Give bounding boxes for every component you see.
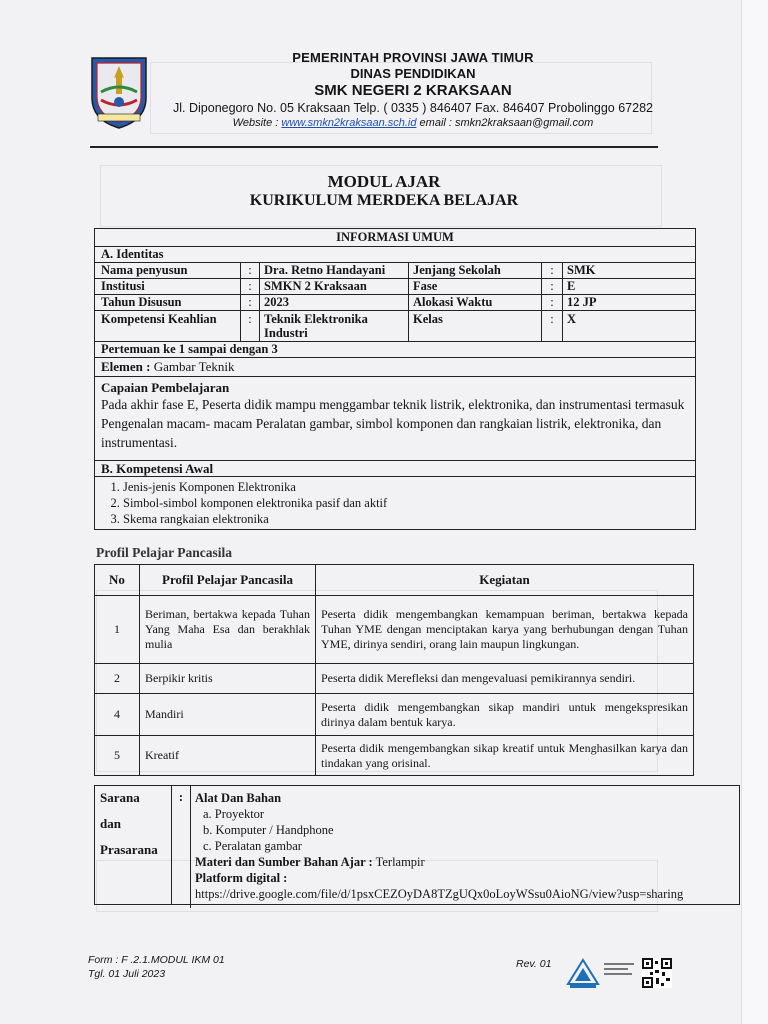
footer-revision: Rev. 01 bbox=[516, 958, 552, 970]
elemen-value: Gambar Teknik bbox=[153, 359, 235, 374]
row-kegiatan: Peserta didik Merefleksi dan mengevaluasi pemikirannya sendiri. bbox=[316, 664, 694, 694]
identity-row bbox=[95, 311, 695, 342]
column-header-kegiatan: Kegiatan bbox=[316, 565, 694, 596]
elemen-row bbox=[95, 358, 695, 377]
identity-label: Nama penyusun bbox=[101, 263, 188, 277]
identity-label-2: Alokasi Waktu bbox=[408, 295, 541, 310]
profil-section-title: Profil Pelajar Pancasila bbox=[96, 545, 232, 560]
sarana-label-line: Sarana bbox=[100, 790, 140, 805]
website-link[interactable]: www.smkn2kraksaan.sch.id bbox=[281, 117, 417, 129]
header-school-name: SMK NEGERI 2 KRAKSAAN bbox=[314, 82, 512, 99]
kompetensi-list bbox=[95, 477, 695, 529]
capaian-section bbox=[95, 377, 695, 461]
alat-item: a. Proyektor bbox=[203, 807, 265, 821]
column-header-no: No bbox=[95, 565, 140, 596]
profil-table bbox=[94, 564, 694, 776]
table-row bbox=[95, 694, 694, 736]
identity-value: 2023 bbox=[259, 295, 408, 310]
materi-label: Materi dan Sumber Bahan Ajar : bbox=[195, 855, 373, 869]
identity-colon-2: : bbox=[541, 279, 562, 294]
identity-colon: : bbox=[240, 263, 259, 278]
row-kegiatan: Peserta didik mengembangkan kemampuan beriman, bertakwa kepada Tuhan YME dengan menciptakan karya yang berhubungan dengan Tuhan YME, dirinya sendiri, orang lain maupun lingkungan. bbox=[316, 596, 694, 664]
identity-value: Dra. Retno Handayani bbox=[259, 263, 408, 278]
alat-title: Alat Dan Bahan bbox=[195, 791, 282, 805]
row-profil: Berpikir kritis bbox=[140, 664, 316, 694]
alat-item: b. Komputer / Handphone bbox=[203, 823, 334, 837]
platform-link[interactable]: https://drive.google.com/file/d/1psxCEZOyDA8TZgUQx0oLoyWSsu0AioNG/view?usp=sharing bbox=[195, 887, 684, 901]
platform-label: Platform digital : bbox=[195, 871, 288, 885]
kompetensi-title: B. Kompetensi Awal bbox=[95, 461, 695, 477]
list-item: 3. Skema rangkaian elektronika bbox=[123, 511, 695, 527]
email-value: smkn2kraksaan@gmail.com bbox=[455, 117, 594, 129]
identity-value-2: X bbox=[562, 311, 696, 342]
column-header-profil: Profil Pelajar Pancasila bbox=[140, 565, 316, 596]
east-java-crest-logo bbox=[88, 54, 150, 130]
header-contact bbox=[158, 117, 668, 129]
capaian-title: Capaian Pembelajaran bbox=[101, 380, 230, 395]
capaian-text: Pada akhir fase E, Peserta didik mampu menggambar teknik listrik, elektronika, dan instrumentasi termasuk Pengenalan macam- macam Peralatan gambar, simbol komponen dan rangkaian listrik, elektronika, dan instrumentasi. bbox=[101, 397, 685, 450]
sarana-table bbox=[94, 785, 740, 905]
elemen-label: Elemen : bbox=[101, 359, 151, 374]
identity-colon-2: : bbox=[541, 295, 562, 310]
list-item: 1. Jenis-jenis Komponen Elektronika bbox=[123, 479, 695, 495]
footer-date: Tgl. 01 Juli 2023 bbox=[88, 968, 166, 980]
table-row bbox=[95, 736, 694, 776]
identity-value-2: 12 JP bbox=[562, 295, 696, 310]
curriculum-title: KURIKULUM MERDEKA BELAJAR bbox=[249, 192, 519, 209]
letterhead bbox=[88, 50, 668, 150]
sarana-label-line: dan bbox=[100, 816, 121, 831]
row-kegiatan: Peserta didik mengembangkan sikap kreatif untuk Menghasilkan karya dan tindakan yang orisinal. bbox=[316, 736, 694, 776]
row-no: 1 bbox=[95, 596, 140, 664]
identity-colon: : bbox=[240, 279, 259, 294]
materi-row bbox=[195, 854, 735, 870]
identity-row bbox=[95, 279, 695, 295]
identity-value-2: E bbox=[562, 279, 696, 294]
letterhead-divider bbox=[90, 146, 658, 148]
sarana-label-line: Prasarana bbox=[100, 842, 158, 857]
identity-label-2: Kelas bbox=[408, 311, 541, 342]
identity-colon: : bbox=[240, 311, 259, 342]
certification-logo bbox=[566, 958, 600, 988]
info-heading: INFORMASI UMUM bbox=[95, 229, 695, 247]
row-no: 2 bbox=[95, 664, 140, 694]
header-department: DINAS PENDIDIKAN bbox=[350, 66, 476, 81]
identity-colon-2: : bbox=[541, 311, 562, 342]
kompetensi-section bbox=[95, 461, 695, 529]
row-no: 4 bbox=[95, 694, 140, 736]
row-profil: Mandiri bbox=[140, 694, 316, 736]
row-kegiatan: Peserta didik mengembangkan sikap mandiri untuk mengekspresikan dirinya dalam bentuk karya. bbox=[316, 694, 694, 736]
pertemuan-row: Pertemuan ke 1 sampai dengan 3 bbox=[95, 342, 695, 358]
identity-row bbox=[95, 295, 695, 311]
alat-item: c. Peralatan gambar bbox=[203, 839, 302, 853]
table-header-row bbox=[95, 565, 694, 596]
certification-text-mark bbox=[604, 960, 638, 986]
identity-label: Kompetensi Keahlian bbox=[101, 312, 217, 326]
row-profil: Kreatif bbox=[140, 736, 316, 776]
email-label: email : bbox=[419, 117, 452, 129]
paper-edge bbox=[741, 0, 768, 1024]
qr-code-icon bbox=[642, 958, 672, 988]
table-row bbox=[95, 664, 694, 694]
table-row bbox=[95, 596, 694, 664]
identity-label-2: Jenjang Sekolah bbox=[408, 263, 541, 278]
identity-label-2: Fase bbox=[408, 279, 541, 294]
section-identitas: A. Identitas bbox=[95, 247, 695, 263]
identity-label: Institusi bbox=[101, 279, 145, 293]
identity-value: SMKN 2 Kraksaan bbox=[259, 279, 408, 294]
identity-label: Tahun Disusun bbox=[101, 295, 182, 309]
website-label: Website : bbox=[232, 117, 279, 129]
sarana-colon: : bbox=[172, 786, 191, 908]
row-no: 5 bbox=[95, 736, 140, 776]
identity-colon: : bbox=[240, 295, 259, 310]
identity-row bbox=[95, 263, 695, 279]
footer-form-code: Form : F .2.1.MODUL IKM 01 bbox=[88, 954, 225, 966]
identity-value: Teknik Elektronika Industri bbox=[259, 311, 384, 342]
identity-value-2: SMK bbox=[562, 263, 696, 278]
info-table bbox=[94, 228, 696, 530]
module-title: MODUL AJAR bbox=[327, 172, 441, 191]
header-government: PEMERINTAH PROVINSI JAWA TIMUR bbox=[292, 50, 534, 65]
sarana-label bbox=[95, 786, 172, 904]
identity-colon-2: : bbox=[541, 263, 562, 278]
sarana-content bbox=[195, 790, 735, 902]
materi-value: Terlampir bbox=[375, 855, 425, 869]
header-address: Jl. Diponegoro No. 05 Kraksaan Telp. ( 0335 ) 846407 Fax. 846407 Probolinggo 67282 bbox=[173, 101, 653, 115]
list-item: 2. Simbol-simbol komponen elektronika pasif dan aktif bbox=[123, 495, 695, 511]
row-profil: Beriman, bertakwa kepada Tuhan Yang Maha Esa dan berakhlak mulia bbox=[140, 596, 316, 664]
